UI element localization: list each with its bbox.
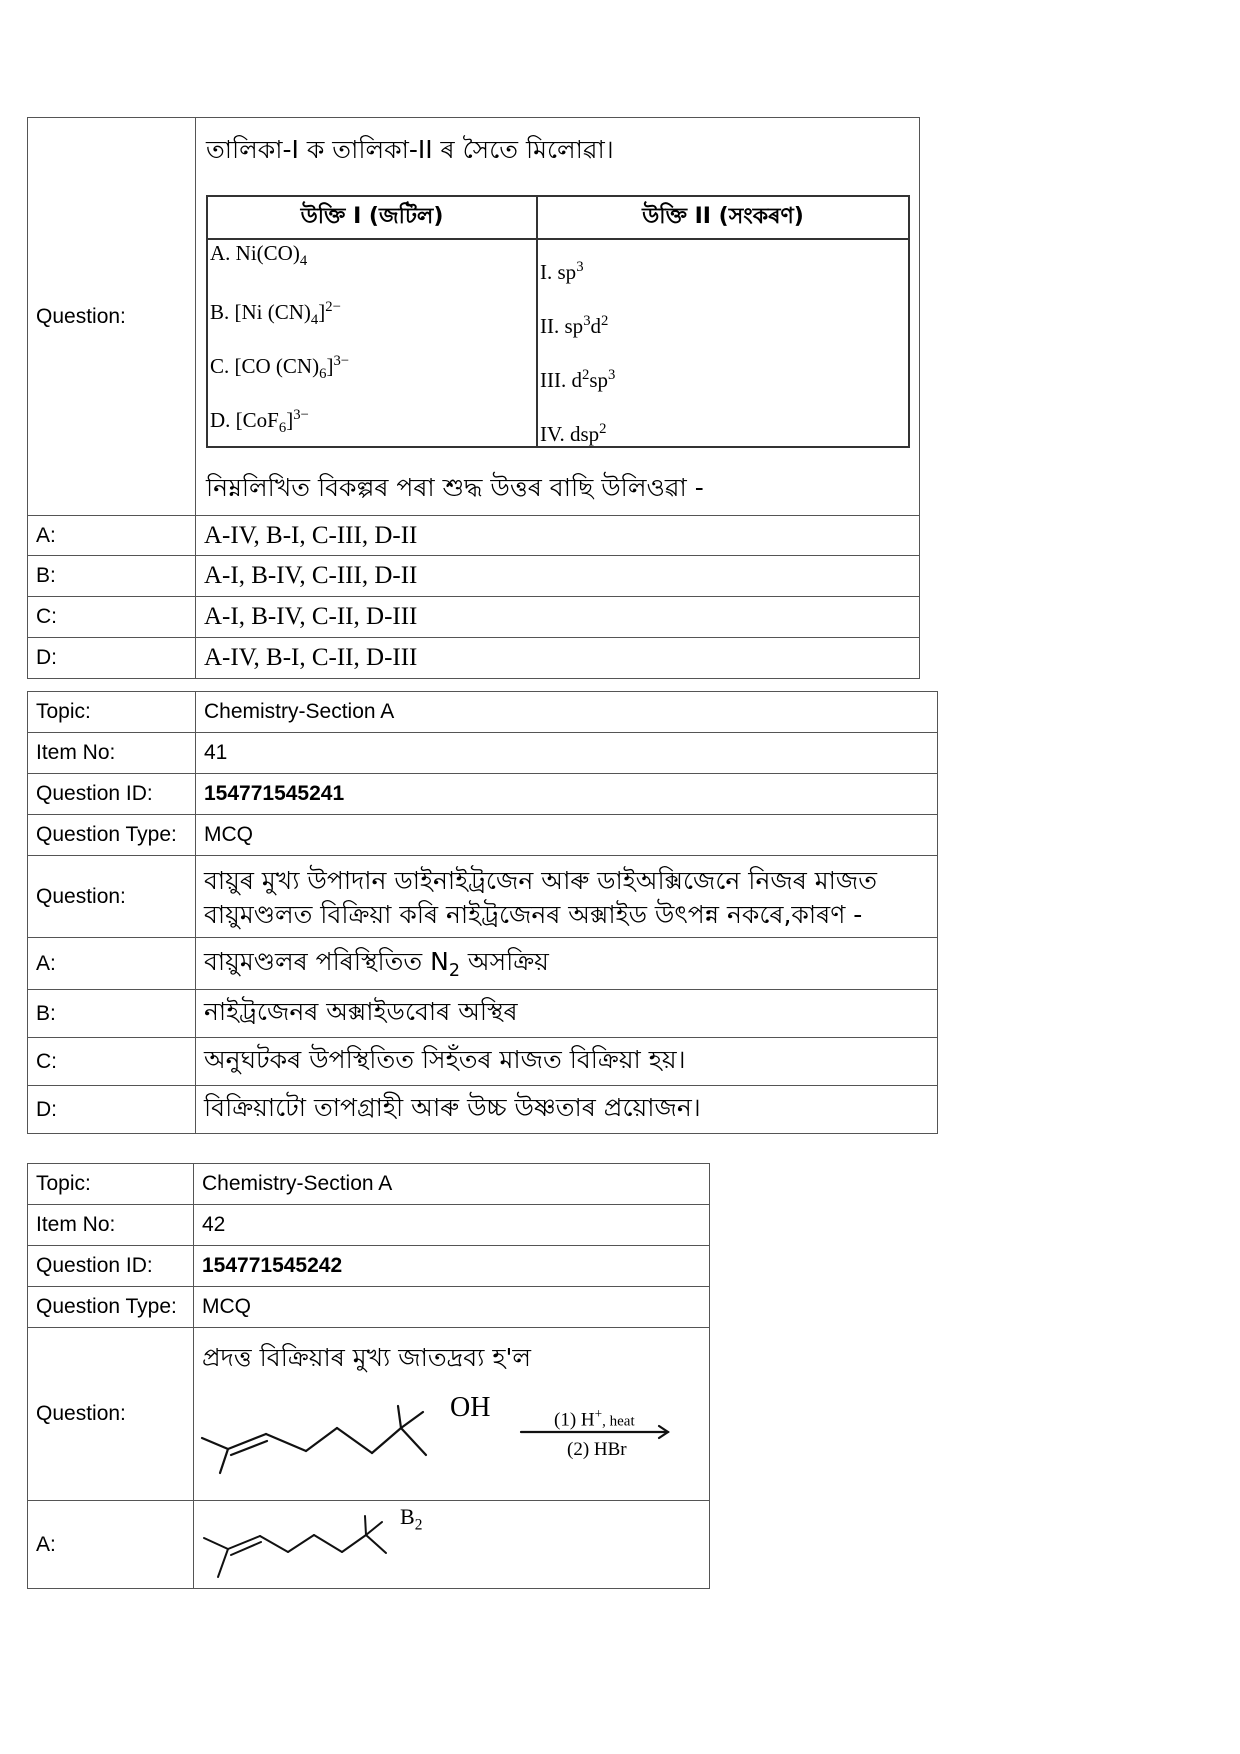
bond — [366, 1522, 382, 1535]
item-no-label: Item No: — [28, 733, 196, 774]
option-label: B: — [28, 556, 196, 597]
option-label: A: — [28, 516, 196, 556]
item-no-label: Item No: — [28, 1205, 194, 1246]
bond — [366, 1535, 386, 1553]
list-2-item: I. $sp^3$ — [540, 259, 584, 284]
option-text: A-IV, B-I, C-II, D-III — [196, 638, 920, 679]
question-text: বায়ুৰ মুখ্য উপাদান ডাইনাইট্ৰজেন আৰু ডাইঅক্সিজেনে নিজৰ মাজত বায়ুমণ্ডলত বিক্ৰিয়া কৰি নাইট্ৰজেনৰ অক্সাইড উৎপন্ন নকৰে,কাৰণ - — [196, 856, 938, 938]
question-id-label: Question ID: — [28, 774, 196, 815]
list-2-item: III. $d^2sp^3$ — [540, 367, 616, 392]
bond — [204, 1538, 228, 1549]
list-1-item: D. $[CoF_6]^{3-}$ — [210, 407, 309, 437]
question-block-42 — [27, 1163, 710, 1589]
bond — [306, 1428, 337, 1451]
question-text: প্ৰদত্ত বিক্ৰিয়াৰ মুখ্য জাতদ্ৰব্য হ'ল — [202, 1343, 531, 1372]
list-1-item: A. $Ni(CO)_4$ — [210, 241, 308, 270]
bond — [398, 1406, 401, 1428]
bond — [314, 1535, 342, 1552]
question-type-label: Question Type: — [28, 815, 196, 856]
bond — [218, 1549, 228, 1577]
question-type-value: MCQ — [194, 1287, 710, 1328]
list-1-item: B. [Ni $(CN)_4]^{2-}$ — [210, 299, 341, 329]
option-text: বিক্ৰিয়াটো তাপগ্ৰাহী আৰু উচ্চ উষ্ণতাৰ প্ৰয়োজন। — [196, 1086, 938, 1134]
topic-value: Chemistry-Section A — [194, 1164, 710, 1205]
option-label: A: — [28, 938, 196, 990]
bond — [260, 1536, 288, 1552]
option-text: A-I, B-IV, C-II, D-III — [196, 597, 920, 638]
option-label: B: — [28, 990, 196, 1038]
option-label: D: — [28, 1086, 196, 1134]
topic-label: Topic: — [28, 1164, 194, 1205]
question-label: Question: — [28, 856, 196, 938]
list-1-item: C. [CO $(CN)_6]^{3-}$ — [210, 353, 350, 383]
option-label: C: — [28, 1038, 196, 1086]
question-label: Question: — [28, 1328, 194, 1501]
list-2-item: II. $sp^3d^2$ — [540, 313, 609, 338]
topic-value: Chemistry-Section A — [196, 692, 938, 733]
bond — [401, 1412, 423, 1428]
question-id-value: 154771545241 — [196, 774, 938, 815]
reagent-1: (1) H+, heat — [554, 1406, 635, 1431]
question-footer: নিম্নলিখিত বিকল্পৰ পৰা শুদ্ধ উত্তৰ বাছি উলিওৱা - — [206, 473, 704, 502]
question-block-40 — [27, 117, 920, 679]
bond — [337, 1428, 372, 1453]
option-text: নাইট্ৰজেনৰ অক্সাইডবোৰ অস্থিৰ — [196, 990, 938, 1038]
bond — [401, 1428, 426, 1455]
bond — [220, 1449, 228, 1473]
list-2-cell — [537, 239, 909, 447]
bond — [365, 1516, 366, 1535]
bond — [228, 1536, 260, 1549]
item-no-value: 41 — [196, 733, 938, 774]
question-label: Question: — [28, 118, 196, 516]
option-label: C: — [28, 597, 196, 638]
option-text: A-I, B-IV, C-III, D-II — [196, 556, 920, 597]
oh-label: OH — [450, 1392, 491, 1423]
option-text: অনুঘটকৰ উপস্থিতিত সিহঁতৰ মাজত বিক্ৰিয়া হয়। — [196, 1038, 938, 1086]
bond — [372, 1428, 401, 1453]
question-content — [196, 118, 920, 516]
bond — [228, 1434, 266, 1449]
option-label: A: — [28, 1501, 194, 1589]
double-bond — [231, 1542, 261, 1555]
list-2-header: উক্তি II (সংকৰণ) — [537, 196, 909, 239]
option-text: বায়ুমণ্ডলৰ পৰিস্থিতিত $N_2$ অসক্ৰিয় — [196, 938, 938, 990]
match-table — [206, 195, 910, 448]
product-structure — [194, 1501, 709, 1587]
question-type-value: MCQ — [196, 815, 938, 856]
question-block-41 — [27, 691, 938, 1134]
bond — [288, 1535, 314, 1552]
option-text: A-IV, B-I, C-III, D-II — [196, 516, 920, 556]
option-label: D: — [28, 638, 196, 679]
topic-label: Topic: — [28, 692, 196, 733]
bond — [202, 1438, 228, 1449]
question-instruction: তালিকা-I ক তালিকা-II ৰ সৈতে মিলোৱা। — [206, 135, 614, 164]
bond — [342, 1535, 366, 1552]
product-substituent-label: $B_2$ — [400, 1504, 423, 1534]
list-1-header: উক্তি I (জটিল) — [207, 196, 537, 239]
question-content — [194, 1328, 710, 1501]
bond — [266, 1434, 306, 1451]
list-1-cell — [207, 239, 537, 447]
item-no-value: 42 — [194, 1205, 710, 1246]
double-bond — [231, 1441, 267, 1455]
reagent-2: (2) HBr — [567, 1439, 627, 1460]
question-type-label: Question Type: — [28, 1287, 194, 1328]
question-id-label: Question ID: — [28, 1246, 194, 1287]
question-id-value: 154771545242 — [194, 1246, 710, 1287]
list-2-item: IV. dsp$^2$ — [540, 421, 607, 446]
option-a-structure — [194, 1501, 710, 1589]
